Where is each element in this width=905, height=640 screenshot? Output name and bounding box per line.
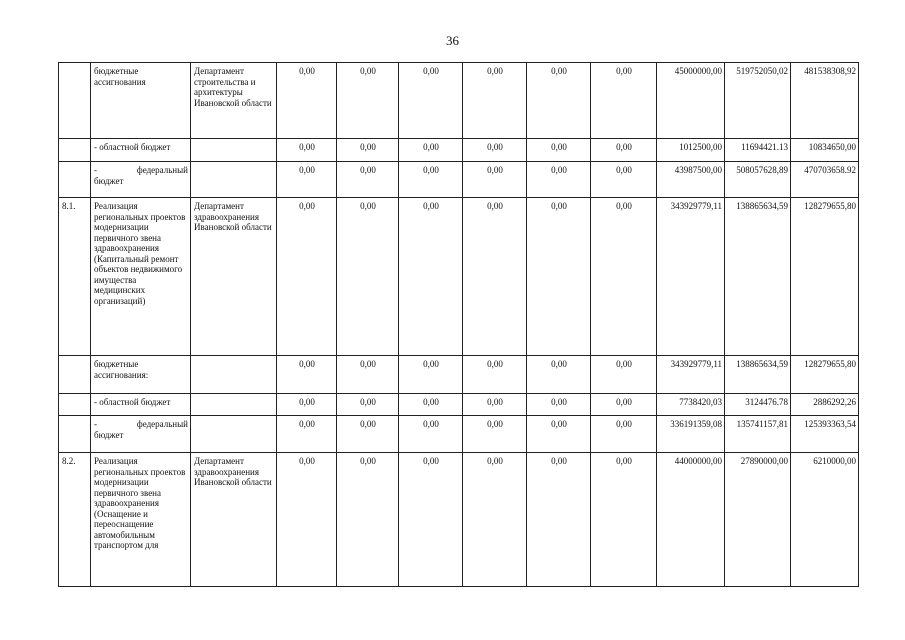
- value-cell: 0,00: [591, 453, 657, 587]
- value-cell: 0,00: [277, 198, 337, 356]
- value-cell: 0,00: [337, 198, 399, 356]
- page-number: 36: [446, 33, 459, 48]
- value-cell: 0,00: [591, 198, 657, 356]
- table-row: [59, 162, 859, 198]
- value-cell: 508057628,89: [725, 162, 791, 198]
- value-cell: 0,00: [277, 394, 337, 416]
- value-cell: 138865634,59: [725, 356, 791, 394]
- row-description: бюджетные ассигнования: [91, 63, 191, 139]
- value-cell: 0,00: [591, 416, 657, 453]
- row-executor: [191, 162, 277, 198]
- row-executor: [191, 139, 277, 162]
- value-cell: 138865634,59: [725, 198, 791, 356]
- value-cell: 0,00: [527, 453, 591, 587]
- value-cell: 519752050,02: [725, 63, 791, 139]
- row-description-line: - федеральный: [94, 419, 188, 429]
- row-description: [91, 162, 191, 198]
- value-cell: 0,00: [399, 162, 463, 198]
- row-description: Реализация региональных проектов модернизации первичного звена здравоохранения (Оснащение и переоснащение автомобильным транспортом для: [91, 453, 191, 587]
- value-cell: 343929779,11: [657, 198, 725, 356]
- value-cell: 0,00: [399, 139, 463, 162]
- row-index: 8.1.: [59, 198, 91, 356]
- value-cell: 0,00: [399, 63, 463, 139]
- value-cell: 0,00: [527, 356, 591, 394]
- value-cell: 0,00: [591, 139, 657, 162]
- value-cell: 0,00: [463, 63, 527, 139]
- value-cell: 0,00: [591, 162, 657, 198]
- value-cell: 0,00: [463, 139, 527, 162]
- value-cell: 470703658.92: [791, 162, 859, 198]
- row-index: 8.2.: [59, 453, 91, 587]
- row-executor: [191, 356, 277, 394]
- value-cell: 44000000,00: [657, 453, 725, 587]
- row-description-line: - федеральный: [94, 165, 188, 175]
- value-cell: 0,00: [463, 453, 527, 587]
- value-cell: 27890000,00: [725, 453, 791, 587]
- value-cell: 43987500,00: [657, 162, 725, 198]
- table-row: [59, 394, 859, 416]
- table-row: [59, 453, 859, 587]
- value-cell: 0,00: [337, 453, 399, 587]
- value-cell: 0,00: [527, 198, 591, 356]
- value-cell: 0,00: [527, 63, 591, 139]
- row-executor: Департамент здравоохранения Ивановской области: [191, 198, 277, 356]
- value-cell: 6210000,00: [791, 453, 859, 587]
- value-cell: 135741157,81: [725, 416, 791, 453]
- row-description-line: бюджет: [94, 175, 124, 186]
- row-index: [59, 139, 91, 162]
- value-cell: 7738420,03: [657, 394, 725, 416]
- value-cell: 125393363,54: [791, 416, 859, 453]
- row-index: [59, 356, 91, 394]
- row-description: бюджетные ассигнования:: [91, 356, 191, 394]
- row-description: Реализация региональных проектов модернизации первичного звена здравоохранения (Капитальный ремонт объектов недвижимого имущества медицинских организаций): [91, 198, 191, 356]
- value-cell: 0,00: [399, 453, 463, 587]
- row-index: [59, 394, 91, 416]
- value-cell: 2886292,26: [791, 394, 859, 416]
- value-cell: 0,00: [463, 356, 527, 394]
- value-cell: 481538308,92: [791, 63, 859, 139]
- value-cell: 0,00: [463, 394, 527, 416]
- row-description-line: бюджет: [94, 429, 124, 440]
- value-cell: 0,00: [463, 162, 527, 198]
- value-cell: 128279655,80: [791, 198, 859, 356]
- value-cell: 0,00: [277, 63, 337, 139]
- value-cell: 1012500,00: [657, 139, 725, 162]
- value-cell: 0,00: [337, 63, 399, 139]
- row-executor: [191, 416, 277, 453]
- value-cell: 0,00: [337, 356, 399, 394]
- row-index: [59, 63, 91, 139]
- value-cell: 0,00: [591, 63, 657, 139]
- value-cell: 45000000,00: [657, 63, 725, 139]
- value-cell: 0,00: [463, 198, 527, 356]
- value-cell: 343929779,11: [657, 356, 725, 394]
- value-cell: 0,00: [399, 356, 463, 394]
- value-cell: 0,00: [463, 416, 527, 453]
- table-row: [59, 198, 859, 356]
- value-cell: 0,00: [277, 356, 337, 394]
- value-cell: 11694421.13: [725, 139, 791, 162]
- value-cell: 3124476.78: [725, 394, 791, 416]
- value-cell: 0,00: [277, 453, 337, 587]
- value-cell: 0,00: [399, 416, 463, 453]
- row-executor: [191, 394, 277, 416]
- row-index: [59, 162, 91, 198]
- row-index: [59, 416, 91, 453]
- row-executor: Департамент строительства и архитектуры Ивановской области: [191, 63, 277, 139]
- value-cell: 0,00: [527, 162, 591, 198]
- row-description: - областной бюджет: [91, 394, 191, 416]
- table-row: [59, 416, 859, 453]
- value-cell: 0,00: [527, 139, 591, 162]
- table-row: [59, 63, 859, 139]
- value-cell: 128279655,80: [791, 356, 859, 394]
- table-row: [59, 139, 859, 162]
- value-cell: 0,00: [337, 416, 399, 453]
- value-cell: 0,00: [277, 416, 337, 453]
- value-cell: 0,00: [277, 139, 337, 162]
- value-cell: 0,00: [337, 139, 399, 162]
- value-cell: 0,00: [527, 416, 591, 453]
- value-cell: 0,00: [337, 394, 399, 416]
- value-cell: 0,00: [337, 162, 399, 198]
- budget-table: [58, 62, 859, 587]
- value-cell: 0,00: [277, 162, 337, 198]
- value-cell: 0,00: [591, 356, 657, 394]
- row-executor: Департамент здравоохранения Ивановской области: [191, 453, 277, 587]
- value-cell: 0,00: [591, 394, 657, 416]
- value-cell: 336191359,08: [657, 416, 725, 453]
- value-cell: 10834650,00: [791, 139, 859, 162]
- value-cell: 0,00: [399, 394, 463, 416]
- value-cell: 0,00: [527, 394, 591, 416]
- table-row: [59, 356, 859, 394]
- value-cell: 0,00: [399, 198, 463, 356]
- row-description: - областной бюджет: [91, 139, 191, 162]
- row-description: [91, 416, 191, 453]
